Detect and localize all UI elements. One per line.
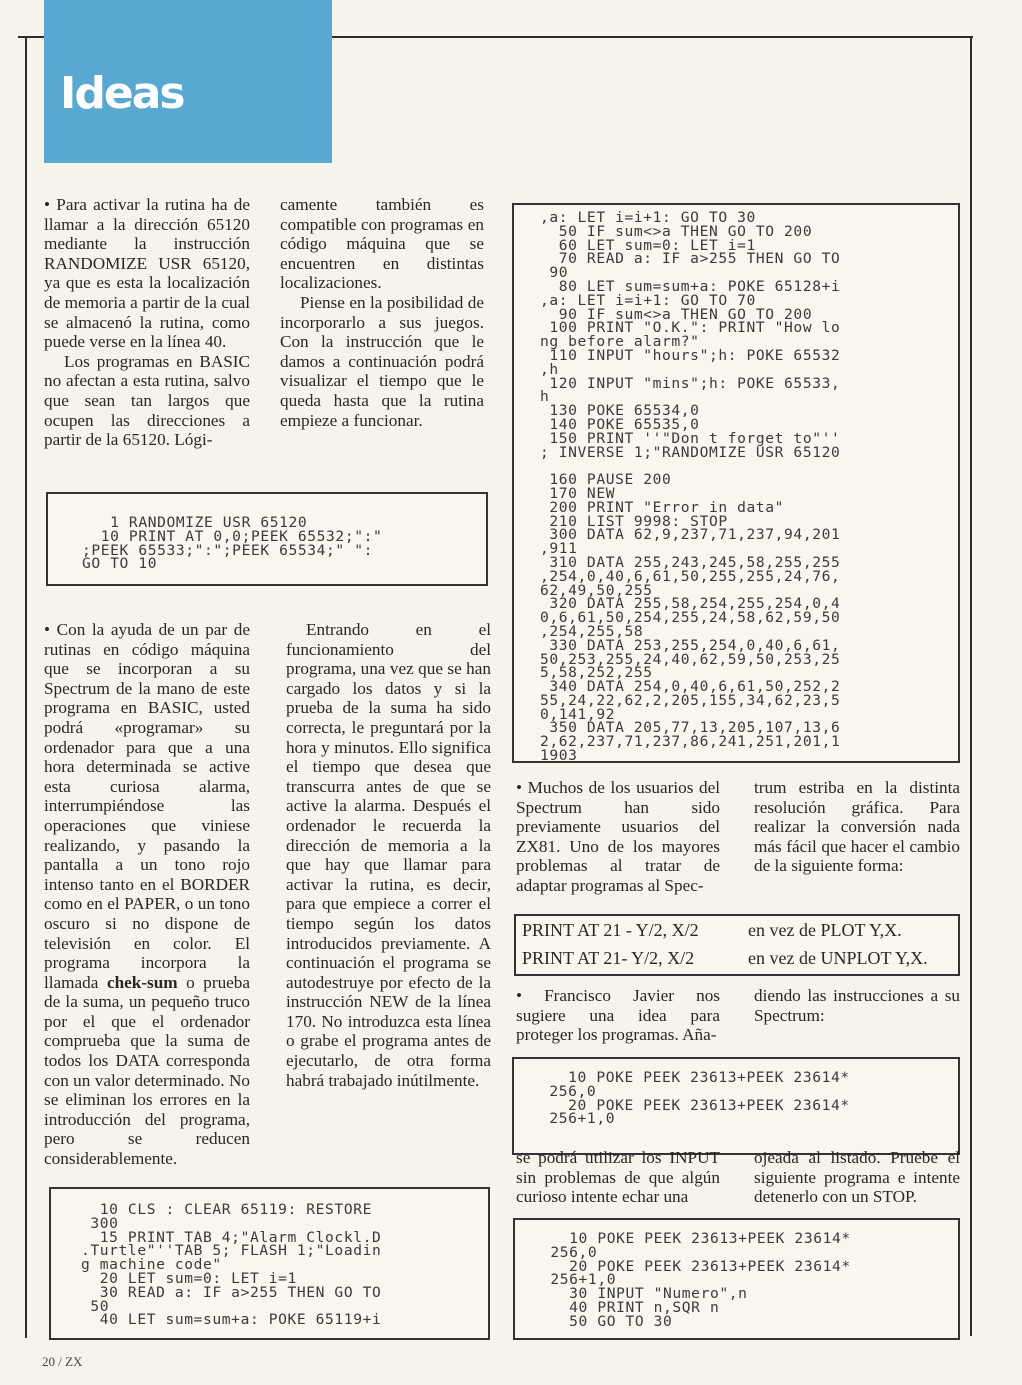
article4-column2 [754, 986, 960, 1025]
basic-listing: 1 RANDOMIZE USR 65120 10 PRINT AT 0,0;PEEK 65532;":" ;PEEK 65533;":";PEEK 65534;" ": GO TO 10 [82, 514, 383, 573]
conversion-row [516, 916, 958, 944]
spectrum-instruction: PRINT AT 21- Y/2, X/2 [522, 948, 695, 968]
article4-column1b [516, 1148, 720, 1207]
page-frame-left-rule [25, 38, 27, 1338]
article2-column2 [286, 620, 491, 1090]
basic-listing: 10 POKE PEEK 23613+PEEK 23614* 256,0 20 POKE PEEK 23613+PEEK 23614* 256+1,0 30 INPUT "Numero",n 40 PRINT n,SQR n 50 GO TO 30 [550, 1230, 851, 1330]
basic-listing: 10 CLS : CLEAR 65119: RESTORE 300 15 PRINT TAB 4;"Alarm Clockl.D .Turtle"''TAB 5; FLASH 1;"Loadin g machine code" 20 LET sum=0: LET i=1 30 READ a: IF a>255 THEN GO TO 50 40 LET sum=sum+a: POKE 65119+i [81, 1201, 382, 1329]
article3-column2 [754, 778, 960, 876]
article4-column2b [754, 1148, 960, 1207]
article4-paragraph: diendo las instrucciones a su Spectrum: [754, 986, 960, 1025]
article4-paragraph: se podrá utilizar los INPUT sin problemas de que algún curioso intente echar una [516, 1148, 720, 1207]
article1-paragraph: Los programas en BASIC no afectan a esta rutina, salvo que sean tan largos que ocupen las direcciones a partir de la 65120. Lógi- [44, 351, 250, 450]
article2-paragraph: Entrando en el funcionamiento del programa, una vez que se han cargado los datos y si la prueba de la suma ha sido correcta, le preguntará por la hora y minutos. Ello significa el tiempo que desea que transcurra antes de que se active la alarma. Después el ordenador le recuerda la dirección de memoria a la que hay que llamar para activar la rutina, es decir, para que empiece a correr el tiempo según los datos introducidos previamente. A continuación el programa se autodestruye por efecto de la instrucción NEW de la línea 170. No introduzca esta línea o grabe el programa antes de ejecutarlo, de otra forma habrá trabajado inútilmente. [286, 620, 491, 1090]
article3-paragraph: • Muchos de los usuarios del Spectrum han sido previamente usuarios del ZX81. Uno de los mayores problemas al tratar de adaptar programas al Spec- [516, 778, 720, 895]
article1-column2 [280, 195, 484, 430]
section-title: Ideas [60, 68, 184, 119]
article1-column1 [44, 195, 250, 450]
listing-box-protection [512, 1057, 960, 1155]
page-frame-right-rule [970, 36, 972, 1336]
article3-paragraph: trum estriba en la distinta resolución gráfica. Para realizar la conversión nada más fácil que hacer el cambio de la siguiente forma: [754, 778, 960, 876]
article4-paragraph: ojeada al listado. Pruebe el siguiente programa e intente detenerlo con un STOP. [754, 1148, 960, 1207]
conversion-row [516, 944, 958, 972]
article4-column1 [516, 986, 720, 1045]
spectrum-instruction: PRINT AT 21 - Y/2, X/2 [522, 920, 699, 940]
listing-box-protection-demo [513, 1218, 960, 1340]
checksum-term: chek-sum [106, 972, 178, 992]
basic-listing: 10 POKE PEEK 23613+PEEK 23614* 256,0 20 POKE PEEK 23613+PEEK 23614* 256+1,0 [549, 1069, 850, 1128]
article2-paragraph: • Con la ayuda de un par de rutinas en código máquina que se incorporan a su Spectrum de la mano de este programa en BASIC, usted podrá «programar» su ordenador para que a una hora determinada se active esta curiosa alarma, interrumpiéndose las operaciones que viniese realizando, y pasando la pantalla a un tono rojo intenso tanto en el BORDER como en el PAPER, o un tono oscuro si no dispone de televisión en color. El programa incorpora la llamada chek-sum o prueba de la suma, un pequeño truco por el que el ordenador comprueba que la suma de todos los DATA corresponda con un valor determinado. No se eliminan los errores en la introducción del programa, pero se reducen considerablemente. [44, 620, 251, 1169]
listing-box-alarm-part1 [49, 1187, 490, 1340]
article3-column1 [516, 778, 720, 896]
zx81-instruction: en vez de UNPLOT Y,X. [748, 948, 928, 968]
listing-box-alarm-part2 [512, 203, 960, 763]
section-header-block [44, 0, 332, 163]
article4-paragraph: • Francisco Javier nos sugiere una idea para proteger los programas. Aña- [516, 986, 720, 1045]
article2-column1 [44, 620, 250, 1169]
conversion-table [514, 914, 960, 976]
article1-paragraph: • Para activar la rutina ha de llamar a la dirección 65120 mediante la instrucción RANDOMIZE USR 65120, ya que es esta la localización de memoria a partir de la cual se almacenó la rutina, como puede verse en la línea 40. [44, 195, 250, 352]
page-footer: 20 / ZX [42, 1354, 83, 1369]
basic-listing: ,a: LET i=i+1: GO TO 30 50 IF sum<>a THEN GO TO 200 60 LET sum=0: LET i=1 70 READ a: IF a>255 THEN GO TO 90 80 LET sum=sum+a: POKE 65128+i ,a: LET i=i+1: GO TO 70 90 IF sum<>a THEN GO TO 200 100 PRINT "O.K.": PRINT "How lo ng before alarm?" 110 INPUT "hours";h: POKE 65532 ,h 120 INPUT "mins";h: POKE 65533, h 130 POKE 65534,0 140 POKE 65535,0 150 PRINT ''"Don t forget to"'' ; INVERSE 1;"RANDOMIZE USR 65120 160 PAUSE 200 170 NEW 200 PRINT "Error in data" 210 LIST 9998: STOP 300 DATA 62,9,237,71,237,94,201 ,911 310 DATA 255,243,245,58,255,255 ,254,0,40,6,61,50,255,255,24,76, 62,49,50,255 320 DATA 255,58,254,255,254,0,4 0,6,61,50,254,255,24,58,62,59,50 ,254,255,58 330 DATA 253,255,254,0,40,6,61, 50,253,255,24,40,62,59,50,253,25 5,58,252,255 340 DATA 254,0,40,6,61,50,252,2 55,24,22,62,2,205,155,34,62,23,5 0,141,92 350 DATA 205,77,13,205,107,13,6 2,62,237,71,237,86,241,251,201,1 1903 [540, 209, 841, 765]
listing-box-clock-display [46, 492, 488, 586]
article1-paragraph: Piense en la posibilidad de incorporarlo a sus juegos. Con la instrucción que le damos a continuación podrá visualizar el tiempo que le queda hasta que la rutina empieze a funcionar. [280, 292, 484, 430]
zx81-instruction: en vez de PLOT Y,X. [748, 920, 902, 940]
article1-paragraph: camente también es compatible con programas en código máquina que se encuentren en distintas localizaciones. [280, 195, 484, 293]
